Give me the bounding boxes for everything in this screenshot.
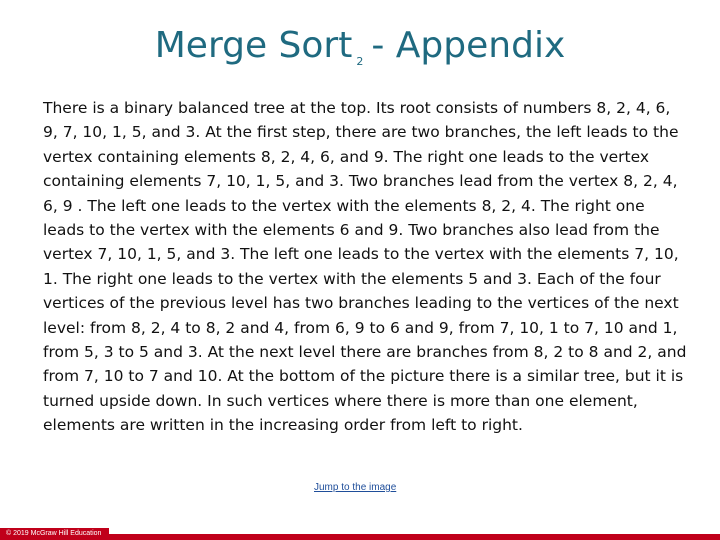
title-main: Merge Sort	[154, 25, 353, 66]
copyright-notice: © 2019 McGraw Hill Education	[0, 528, 109, 540]
slide-title	[0, 22, 720, 78]
title-subscript: 2	[356, 55, 364, 68]
jump-to-image-link[interactable]: Jump to the image	[314, 482, 397, 493]
description-paragraph: There is a binary balanced tree at the top. Its root consists of numbers 8, 2, 4, 6, 9, 7, 10, 1, 5, and 3. At the first step, there are two branches, the left leads to the vertex containing elements 8, 2, 4, 6, and 9. The right one leads to the vertex containing elements 7, 10, 1, 5, and 3. Two branches lead from the vertex 8, 2, 4, 6, 9 . The left one leads to the vertex with the elements 8, 2, 4. The right one leads to the vertex with the elements 6 and 9. Two branches also lead from the vertex 7, 10, 1, 5, and 3. The left one leads to the vertex with the elements 7, 10, 1. The right one leads to the vertex with the elements 5 and 3. Each of the four vertices of the previous level has two branches leading to the vertices of the next level: from 8, 2, 4 to 8, 2 and 4, from 6, 9 to 6 and 9, from 7, 10, 1 to 7, 10 and 1, from 5, 3 to 5 and 3. At the next level there are branches from 8, 2 to 8 and 2, and from 7, 10 to 7 and 10. At the bottom of the picture there is a similar tree, but it is turned upside down. In such vertices where there is more than one element, elements are written in the increasing order from left to right.	[43, 99, 687, 435]
title-rest: - Appendix	[371, 25, 566, 66]
